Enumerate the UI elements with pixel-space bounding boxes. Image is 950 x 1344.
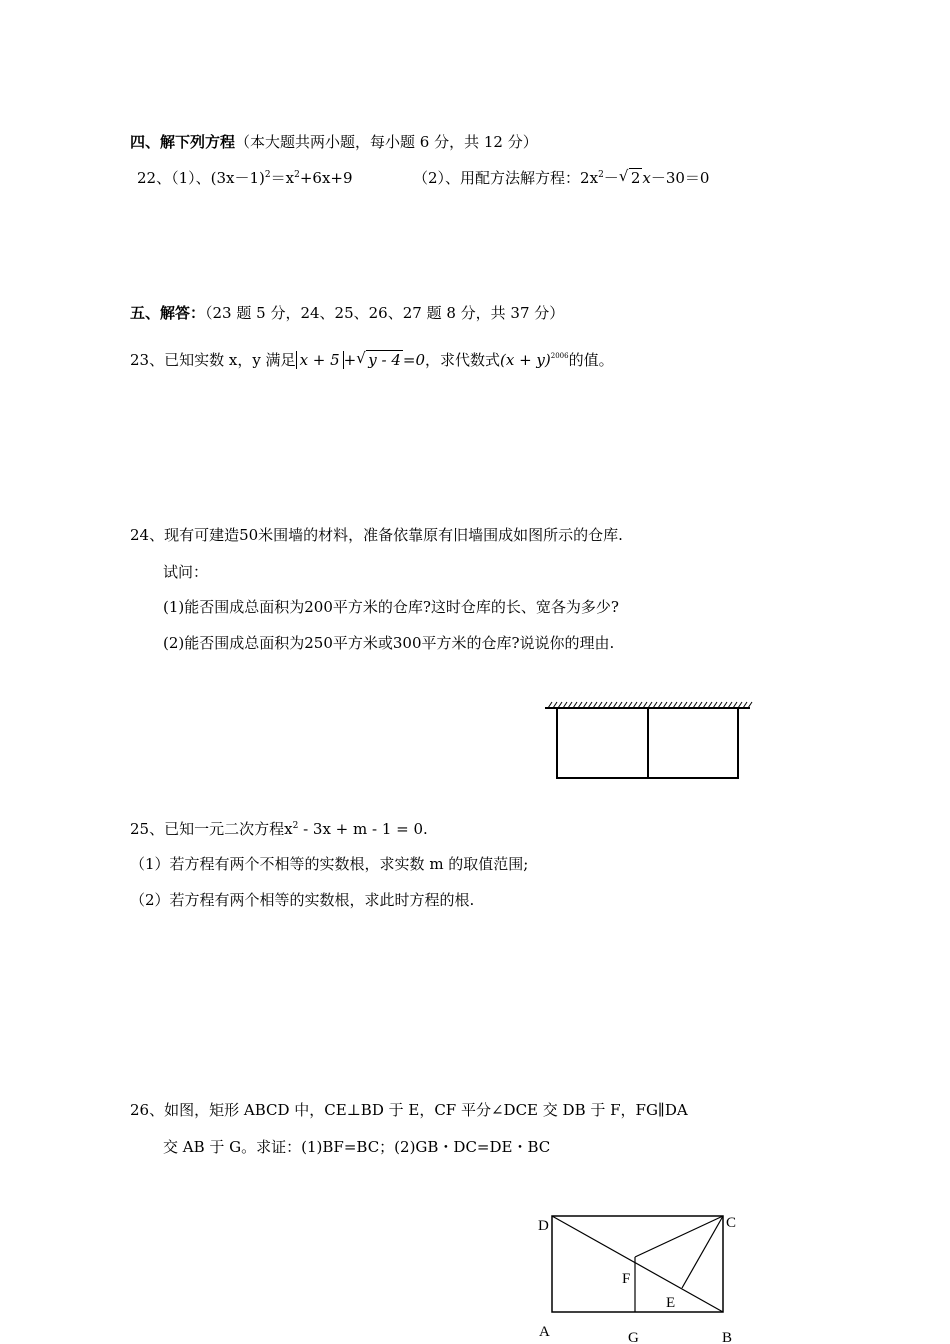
sqrt-two: √ 2: [618, 167, 641, 187]
q24-line1: 24、现有可建造50米围墙的材料，准备依靠原有旧墙围成如图所示的仓库.: [130, 526, 623, 544]
rectangle-figure: [530, 1208, 760, 1344]
power-expression: (x + y): [500, 351, 551, 369]
q22-part2-line: [413, 168, 709, 188]
q24-line2: 试问：: [163, 563, 209, 581]
q26-line1: 26、如图，矩形 ABCD 中，CE⊥BD 于 E，CF 平分∠DCE 交 DB 于 F，FG∥DA: [130, 1101, 688, 1119]
label-g: G: [628, 1330, 639, 1344]
q25-line3: （2）若方程有两个相等的实数根，求此时方程的根.: [130, 891, 475, 909]
segment-ce: [682, 1216, 723, 1288]
section5-heading-line: [130, 303, 564, 323]
q25-line1: 25、已知一元二次方程$x^2 - 3x + m - 1 = 0$.: [130, 820, 428, 838]
q23-line: 23、已知实数 x，y 满足 x + 5 + √ y - 4 =0，求代数式$(x + y)^{2006}$的值。: [130, 349, 614, 369]
q22-line: [137, 168, 353, 188]
sqrt-expression: √ y - 4: [356, 349, 401, 369]
label-a: A: [539, 1324, 550, 1340]
q22-part1: 22、（1）、$(3x-1)^2=x^2+6x+9$: [137, 169, 353, 187]
q24-line3: (1)能否围成总面积为200平方米的仓库?这时仓库的长、宽各为多少?: [163, 598, 619, 616]
q22-part2: （2）、用配方法解方程：$2x^2-$ √ 2 x－30＝0: [413, 167, 710, 187]
section4-note: （本大题共两小题，每小题 6 分，共 12 分）: [235, 133, 538, 151]
q26-line2: 交 AB 于 G。求证：(1)BF=BC；(2)GB・DC=DE・BC: [163, 1138, 551, 1156]
section5-note: （23 题 5 分，24、25、26、27 题 8 分，共 37 分）: [205, 304, 565, 322]
warehouse-figure: [540, 698, 760, 788]
section4-heading: 四、解下列方程: [130, 133, 236, 151]
label-d: D: [538, 1218, 549, 1234]
label-f: F: [622, 1271, 631, 1287]
segment-cf: [635, 1216, 723, 1257]
abs-expression: x + 5: [296, 351, 344, 369]
label-c: C: [726, 1215, 737, 1231]
section5-heading: 五、解答：: [130, 304, 206, 322]
label-b: B: [722, 1330, 733, 1344]
q25-line2: （1）若方程有两个不相等的实数根，求实数 m 的取值范围;: [130, 855, 529, 873]
q25-equation: $x^2 - 3x + m - 1 = 0$: [284, 820, 424, 838]
label-e: E: [666, 1295, 676, 1311]
section4-heading-line: [130, 132, 538, 152]
q24-line4: (2)能否围成总面积为250平方米或300平方米的仓库?说说你的理由.: [163, 634, 615, 652]
diagonal-db: [552, 1216, 723, 1312]
